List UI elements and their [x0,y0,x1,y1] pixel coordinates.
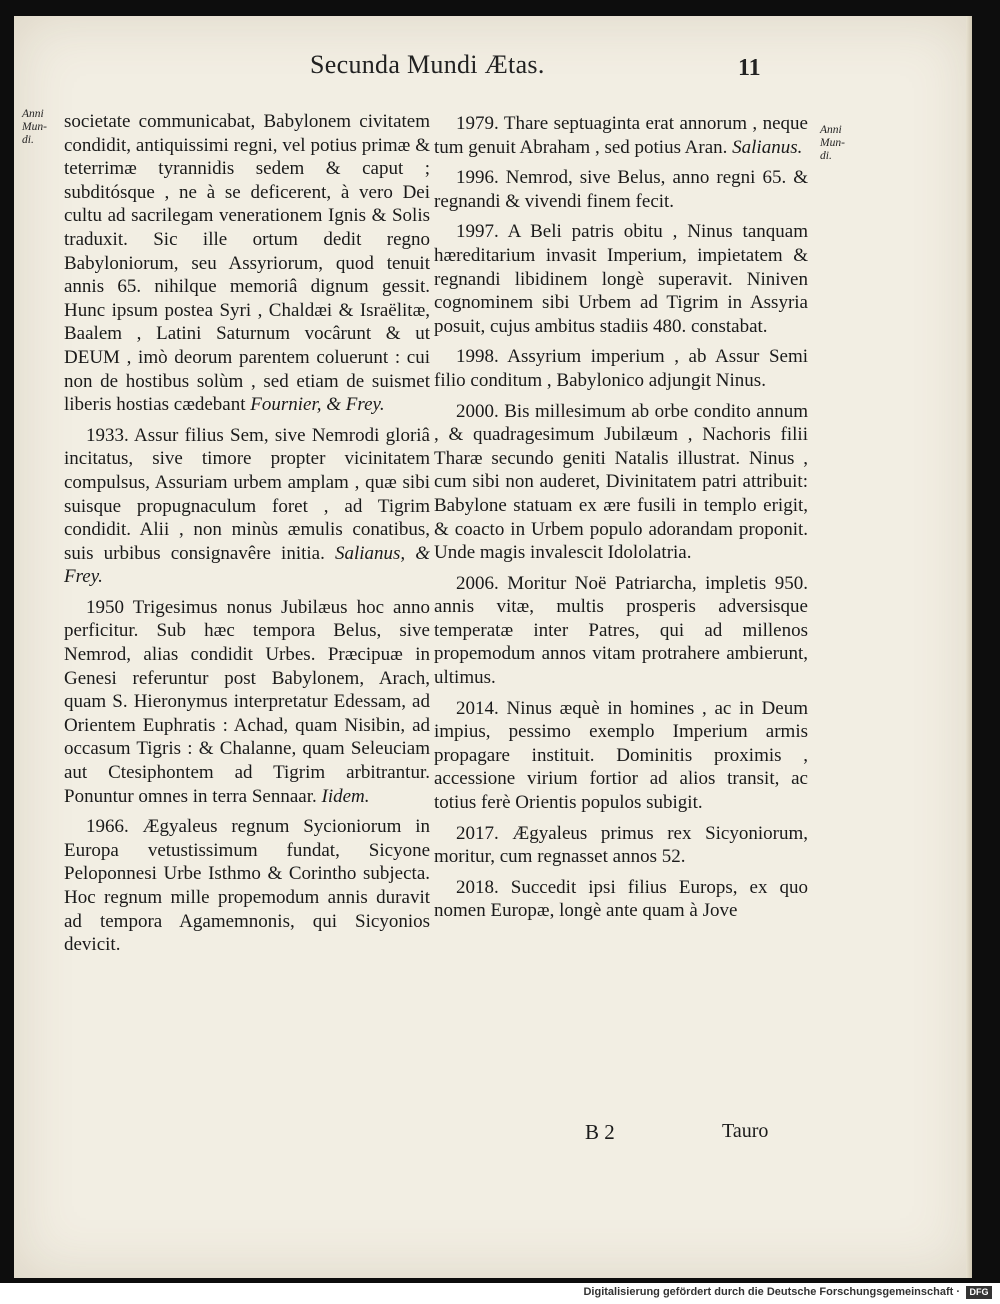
left-margin-note [22,108,47,147]
citation: Salianus. [732,136,803,158]
page-number: 11 [738,55,761,81]
margin-note-line: Anni [820,124,842,136]
paragraph: 1950 Trigesimus nonus Jubilæus hoc anno perficitur. Sub hæc tempora Belus, sive Nemrod, alias condidit Urbes. Præcipuæ in Genesi referuntur post Babylonem, Arach, quam S. Hieronymus interpretatur Edessam, ad Orientem Euphratis : Achad, quam Nisibin, ad occasum Tigris : & Chalanne, quam Seleuciam aut Ctesiphontem ad Tigrim arbitrantur. Ponuntur omnes in terra Sennaar. Iidem. [64,596,430,807]
margin-note-line: di. [22,134,34,146]
citation: Fournier, & Frey. [250,394,385,416]
paragraph: 1998. Assyrium imperium , ab Assur Semi filio conditum , Babylonico adjungit Ninus. [434,346,808,391]
paragraph: 2006. Moritur Noë Patriarcha, impletis 950. annis vitæ, multis prosperis adversisque temperatæ inter Patres, qui ad millenos propemodum annos vitam protrahere ambierunt, ultimus. [434,572,808,689]
margin-note-line: di. [820,150,832,162]
funding-notice: Digitalisierung gefördert durch die Deutsche Forschungsgemeinschaft · [583,1286,960,1298]
paragraph: 2014. Ninus æquè in homines , ac in Deum impius, pessimo exemplo Imperium armis propagare instituit. Dominitis proximis , accessione virium fortior ad alios transit, ac totius ferè Orientis populos subigit. [434,697,808,814]
page-edge [966,16,972,1278]
margin-note-line: Mun- [820,137,845,149]
paragraph: 2017. Ægyaleus primus rex Sicyoniorum, moritur, cum regnasset annos 52. [434,822,808,868]
dfg-logo: DFG [966,1286,992,1299]
paragraph: 2000. Bis millesimum ab orbe condito annum , & quadragesimum Jubilæum , Nachoris filii Tharæ secundo geniti Natalis illustrat. Ninus , cum sibi non auderet, Divinitatem patri attribuit: Babylone statuam ex ære fusili in templo erigit, & coacto in Urbem populo adorandam proponit. Unde magis invalescit Idololatria. [434,400,808,564]
margin-note-line: Mun- [22,121,47,133]
right-column [434,112,808,930]
paragraph: 2018. Succedit ipsi filius Europs, ex quo nomen Europæ, longè ante quam à Jove [434,876,808,922]
right-margin-note [820,124,845,163]
running-head: Secunda Mundi Ætas. [310,50,545,79]
paragraph: 1996. Nemrod, sive Belus, anno regni 65. & regnandi & vivendi finem fecit. [434,167,808,212]
margin-note-line: Anni [22,108,44,120]
paragraph: 1933. Assur filius Sem, sive Nemrodi gloriâ incitatus, sive timore propter vicinitatem compulsus, Assuriam urbem amplam , quæ sibi suisque propugnaculum foret , ad Tigrim condidit. Alii , non minùs æmulis conatibus, suis urbibus consignavêre initia. Salianus, & Frey. [64,424,430,588]
left-column [64,110,430,964]
paragraph: societate communicabat, Babylonem civitatem condidit, antiquissimi regni, vel potius primæ & teterrimæ tyrannidis sedem & caput ; subditósque , ne à se deficerent, à vero Dei cultu ad sacrilegam venerationem Ignis & Solis traduxit. Sic ille ortum dedit regno Babyloniorum, seu Assyriorum, quod tenuit annis 65. nihilque memoriâ dignum gessit. Hunc ipsum postea Syri , Chaldæi & Israëlitæ, Baalem , Latini Saturnum vocârunt & ut DEUM , imò deorum parentem coluerunt : cui non de hostibus solùm , sed etiam de suismet liberis hostias cædebant Fournier, & Frey. [64,111,430,416]
digitization-footer [0,1283,1000,1304]
citation: Iidem. [321,785,370,807]
signature-mark: B 2 [585,1120,615,1144]
catchword: Tauro [722,1120,769,1142]
paragraph: 1997. A Beli patris obitu , Ninus tanquam hæreditarium invasit Imperium, impietatem & regnandi libidinem longè superavit. Niniven cognominem sibi Urbem ad Tigrim in Assyria posuit, cujus ambitus stadiis 480. constabat. [434,221,808,337]
paragraph: 1979. Thare septuaginta erat annorum , neque tum genuit Abraham , sed potius Aran. Salianus. [434,113,808,158]
citation: Salianus, & Frey. [64,542,430,588]
paragraph: 1966. Ægyaleus regnum Sycioniorum in Europa vetustissimum fundat, Sicyone Peloponnesi Urbe Isthmo & Corintho subjecta. Hoc regnum mille propemodum annis duravit ad tempora Agamemnonis, qui Sicyonios devicit. [64,816,430,956]
